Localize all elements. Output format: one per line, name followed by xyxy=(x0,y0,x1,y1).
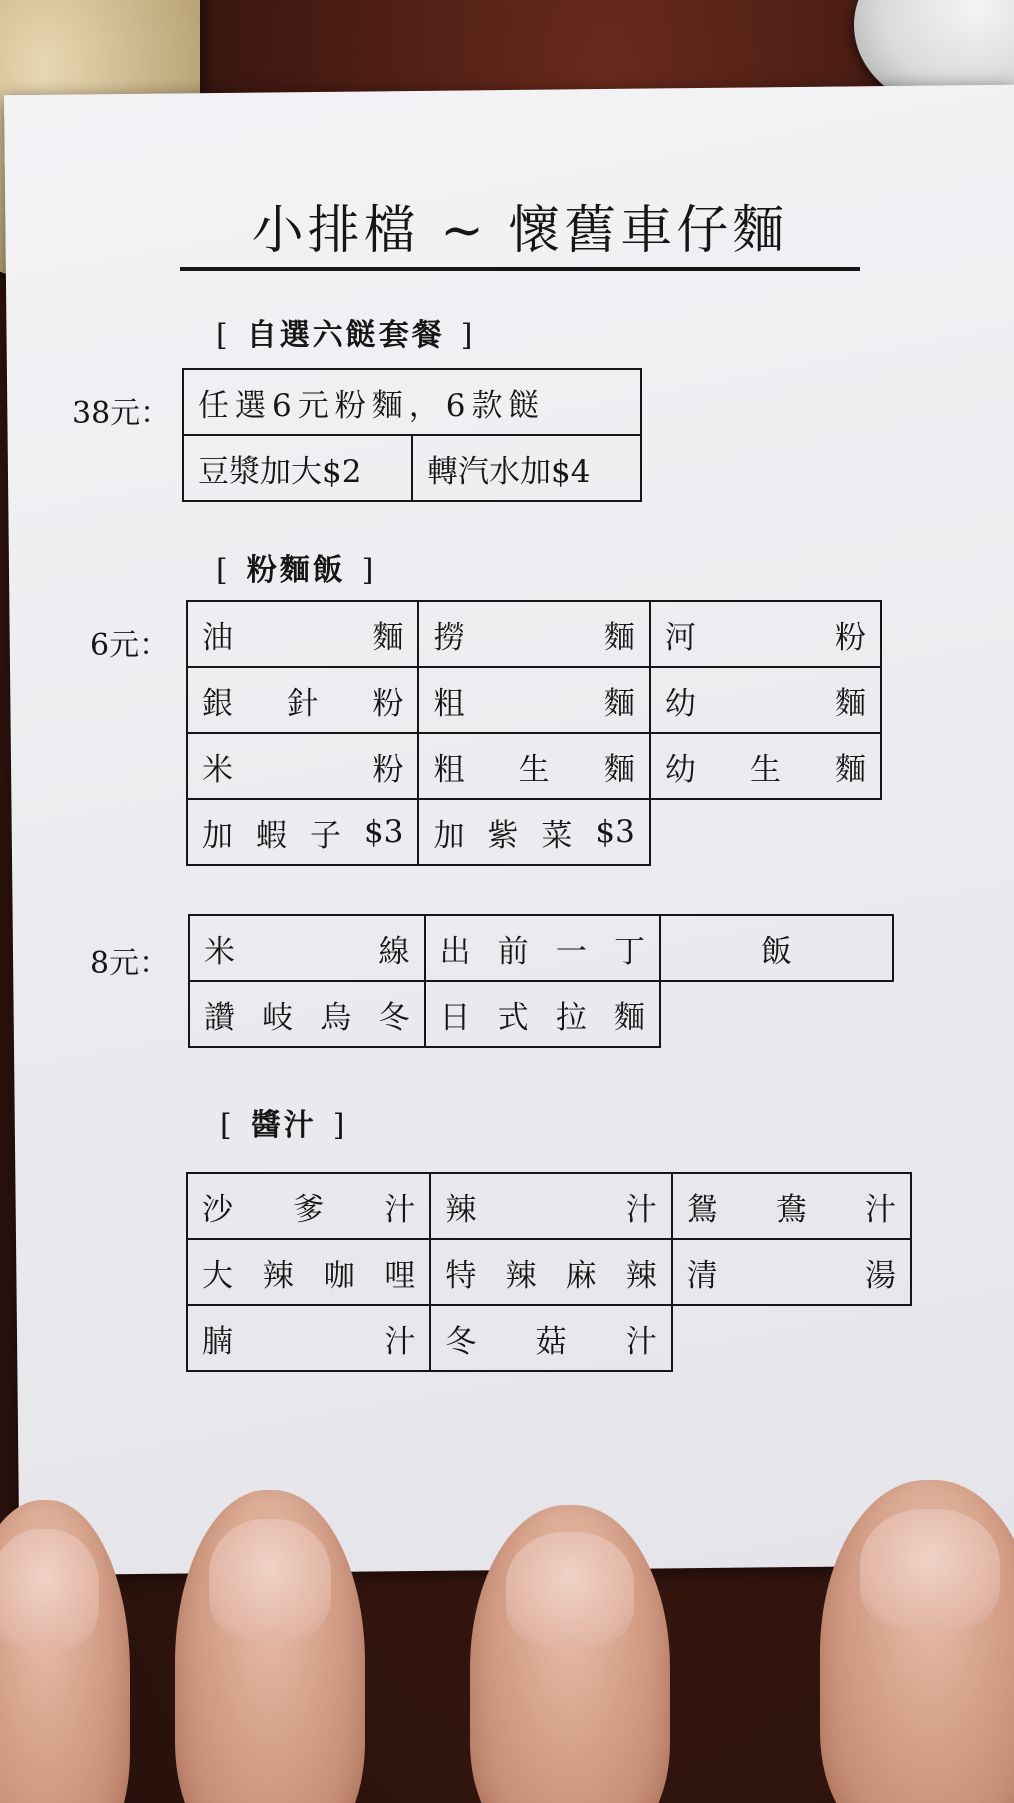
table-cell: 幼 麵 xyxy=(650,667,881,733)
table-row xyxy=(187,1305,911,1371)
fingernail xyxy=(0,1529,99,1651)
table-cell: 河 粉 xyxy=(650,601,881,667)
table-cell: 飯 xyxy=(660,915,893,981)
section-sauce: [ 醬汁 ] xyxy=(220,1108,348,1143)
section-set-meal xyxy=(200,310,491,354)
table-cell: 任選6元粉麵，6款餸 xyxy=(183,369,641,435)
noodles-8-table xyxy=(188,914,894,1048)
set-meal-table xyxy=(182,368,642,502)
table-row xyxy=(189,981,893,1047)
table-cell: 特 辣 麻 辣 xyxy=(430,1239,671,1305)
table-cell: 粗 麵 xyxy=(418,667,649,733)
table-row xyxy=(189,915,893,981)
noodles-6-table xyxy=(186,600,882,866)
table-row xyxy=(187,601,881,667)
table-cell: 幼 生 麵 xyxy=(650,733,881,799)
table-cell: 銀 針 粉 xyxy=(187,667,418,733)
finger xyxy=(175,1490,365,1803)
fingernail xyxy=(860,1509,1001,1631)
table-cell: 豆漿加大$2 xyxy=(183,435,412,501)
table-cell: 腩 汁 xyxy=(187,1305,430,1371)
table-cell: 加 紫 菜 $3 xyxy=(418,799,649,865)
table-row xyxy=(183,369,641,435)
table-cell: 大 辣 咖 哩 xyxy=(187,1239,430,1305)
section-sauce-label: 醬汁 xyxy=(250,1108,317,1143)
table-cell: 讚 岐 烏 冬 xyxy=(189,981,425,1047)
price-38: 38元： xyxy=(72,396,171,431)
table-cell: 日 式 拉 麵 xyxy=(425,981,661,1047)
bracket-open: [ xyxy=(216,318,231,353)
table-cell: 沙 爹 汁 xyxy=(187,1173,430,1239)
table-row xyxy=(187,667,881,733)
table-cell: 米 線 xyxy=(189,915,425,981)
table-cell: 加 蝦 子 $3 xyxy=(187,799,418,865)
menu-title: 小排檔 ~ 懷舊車仔麵 xyxy=(180,195,860,271)
bracket-close: ] xyxy=(460,318,476,353)
table-row xyxy=(187,1173,911,1239)
table-cell: 轉汽水加$4 xyxy=(412,435,641,501)
table-cell: 冬 菇 汁 xyxy=(430,1305,671,1371)
empty-cell xyxy=(650,799,881,865)
finger xyxy=(470,1505,670,1803)
table-cell: 清 湯 xyxy=(672,1239,911,1305)
table-row xyxy=(187,733,881,799)
table-row xyxy=(183,435,641,501)
empty-cell xyxy=(672,1305,911,1371)
price-8: 8元： xyxy=(90,946,170,981)
table-row xyxy=(187,799,881,865)
table-cell: 粗 生 麵 xyxy=(418,733,649,799)
table-cell: 米 粉 xyxy=(187,733,418,799)
table-cell: 油 麵 xyxy=(187,601,418,667)
section-set-meal-label: 自選六餸套餐 xyxy=(246,318,445,353)
fingernail xyxy=(209,1519,331,1641)
table-row xyxy=(187,1239,911,1305)
sauce-table xyxy=(186,1172,912,1372)
table-cell: 撈 麵 xyxy=(418,601,649,667)
table-cell: 鴛 鴦 汁 xyxy=(672,1173,911,1239)
price-6: 6元： xyxy=(90,628,170,663)
table-cell: 辣 汁 xyxy=(430,1173,671,1239)
table-cell: 出 前 一 丁 xyxy=(425,915,661,981)
section-noodles: [ 粉麵飯 ] xyxy=(216,553,377,588)
section-noodles-label: 粉麵飯 xyxy=(246,553,346,588)
empty-cell xyxy=(660,981,893,1047)
fingernail xyxy=(506,1532,634,1648)
